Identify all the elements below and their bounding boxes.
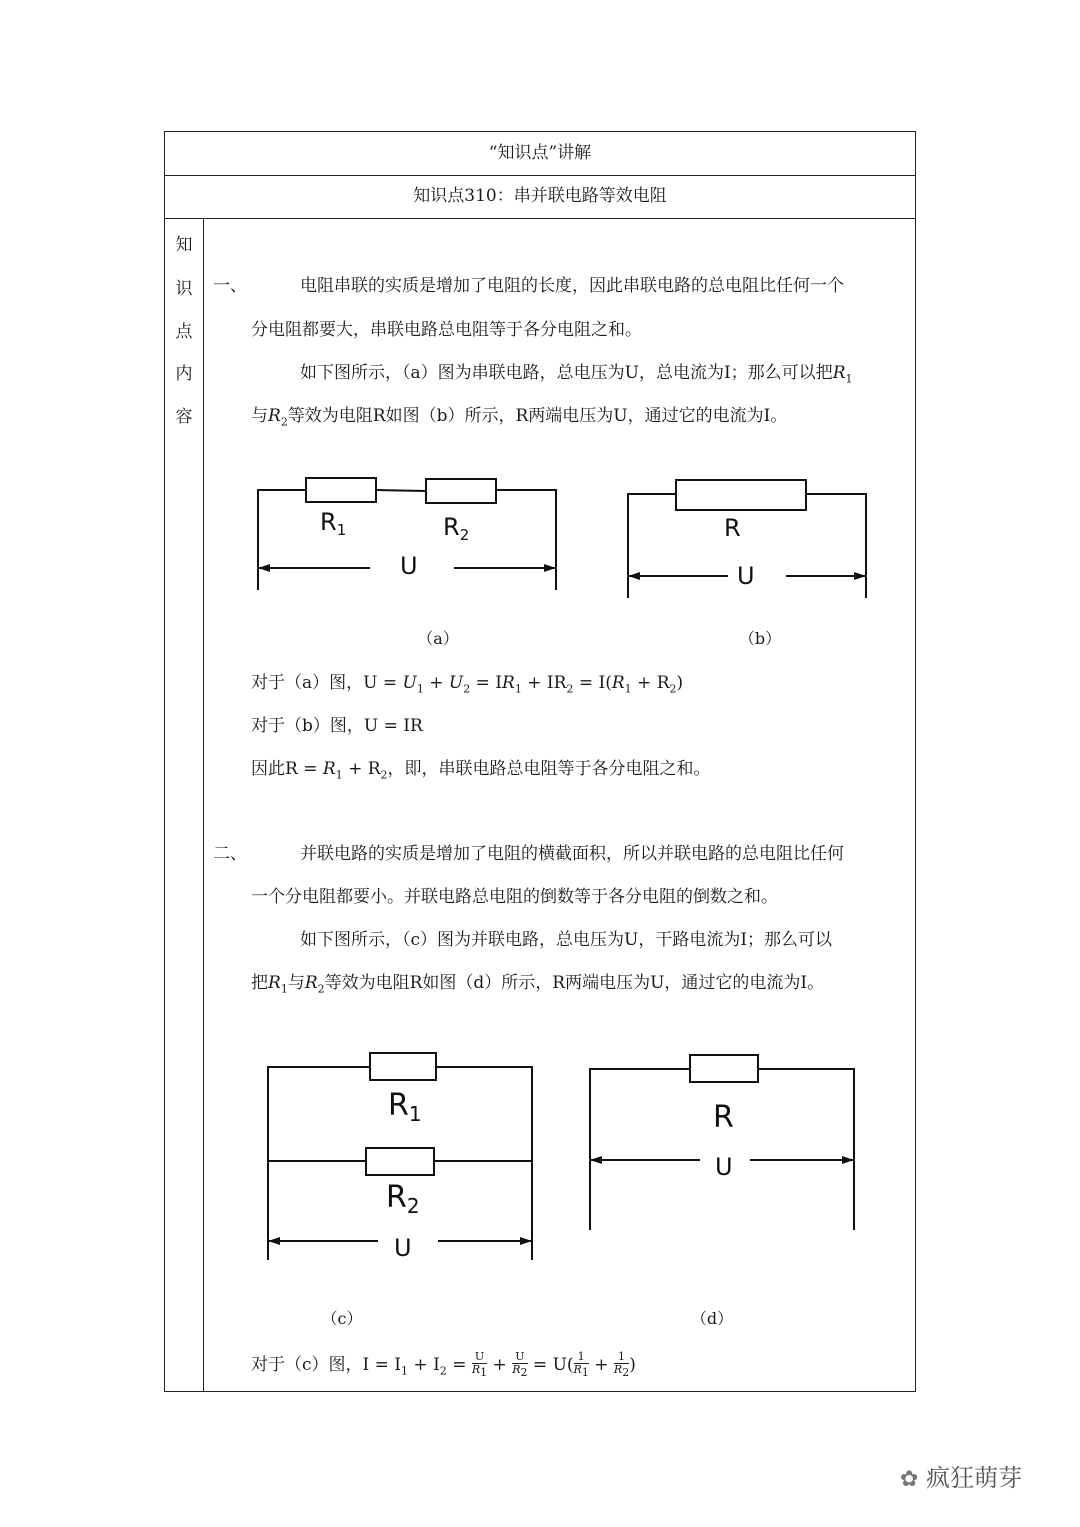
section1-line3: 如下图所示，（a）图为串联电路，总电压为U，总电流为I；那么可以把 [300,363,833,383]
side-label-char: 内 [175,364,193,384]
equivalent-series-diagram [620,470,880,605]
section2-line2: 一个分电阻都要小。并联电路总电阻的倒数等于各分电阻的倒数之和。 [251,887,778,907]
section1-number: 一、 [213,276,247,296]
section2-line1: 并联电路的实质是增加了电阻的横截面积，所以并联电路的总电阻比任何 [300,844,844,864]
section2-number: 二、 [213,844,247,864]
side-label-column [165,218,204,1391]
section1-line4-wrap: 与$R_2$等效为电阻R如图（b）所示，R两端电压为U，通过它的电流为I。 [251,406,788,429]
r-label: R [713,1100,734,1135]
section1-line2: 分电阻都要大，串联电路总电阻等于各分电阻之和。 [251,320,642,340]
section1-line4: 等效为电阻R如图（b）所示，R两端电压为U，通过它的电流为I。 [287,406,788,426]
equivalent-parallel-diagram [582,1045,862,1235]
fig-a-caption: （a） [417,629,459,648]
equation-a: 对于（a）图，$U = U_1 + U_2 = IR_1 + IR_2 = I(R_1 + R_2)$ [251,673,684,696]
voltage-label: U [737,562,755,590]
r1-label: $R_1$ [388,1088,422,1126]
parallel-circuit-diagram [260,1045,550,1270]
fig-d-caption: （d） [690,1309,734,1328]
series-circuit-diagram [250,470,570,600]
equation-b: 对于（b）图，U = IR [251,716,423,736]
section2-line4-wrap: 把$R_1$与$R_2$等效为电阻R如图（d）所示，R两端电压为U，通过它的电流为I。 [251,973,825,996]
watermark: ✿ 疯狂萌芽 [900,1464,1023,1492]
voltage-label: U [715,1153,733,1181]
wechat-icon: ✿ [900,1467,919,1492]
r2-label: $R_2$ [443,513,470,544]
side-label-char: 点 [175,322,193,342]
section2-line4: 等效为电阻R如图（d）所示，R两端电压为U，通过它的电流为I。 [324,973,825,993]
table-subtitle: 知识点310：串并联电路等效电阻 [165,175,915,219]
side-label-char: 知 [175,235,193,255]
voltage-label: U [400,552,418,580]
voltage-label: U [394,1234,412,1262]
section1-line3-wrap: 如下图所示，（a）图为串联电路，总电压为U，总电流为I；那么可以把$R_1$ [300,363,853,386]
side-label-char: 识 [175,279,193,299]
section2-line3: 如下图所示，（c）图为并联电路，总电压为U，干路电流为I；那么可以 [300,930,833,950]
r-label: R [724,514,741,542]
section1-line1: 电阻串联的实质是增加了电阻的长度，因此串联电路的总电阻比任何一个 [300,276,844,296]
fig-b-caption: （b） [738,629,782,648]
table-title: “知识点”讲解 [165,132,915,176]
r2-label: $R_2$ [386,1180,420,1218]
equation-c: 对于（c）图，$I = I_1 + I_2$ = $\frac{U}{R_1}$ + $\frac{U}{R_2}$ = U( $\frac{1}{R_1}$ + $\frac{1}{R_2}$ ) [251,1350,636,1380]
r1-label: $R_1$ [320,508,347,539]
fig-c-caption: （c） [321,1309,363,1328]
side-label-char: 容 [175,407,193,427]
equation-conclusion: 因此$R = R_1 + R_2$，即，串联电路总电阻等于各分电阻之和。 [251,759,711,782]
